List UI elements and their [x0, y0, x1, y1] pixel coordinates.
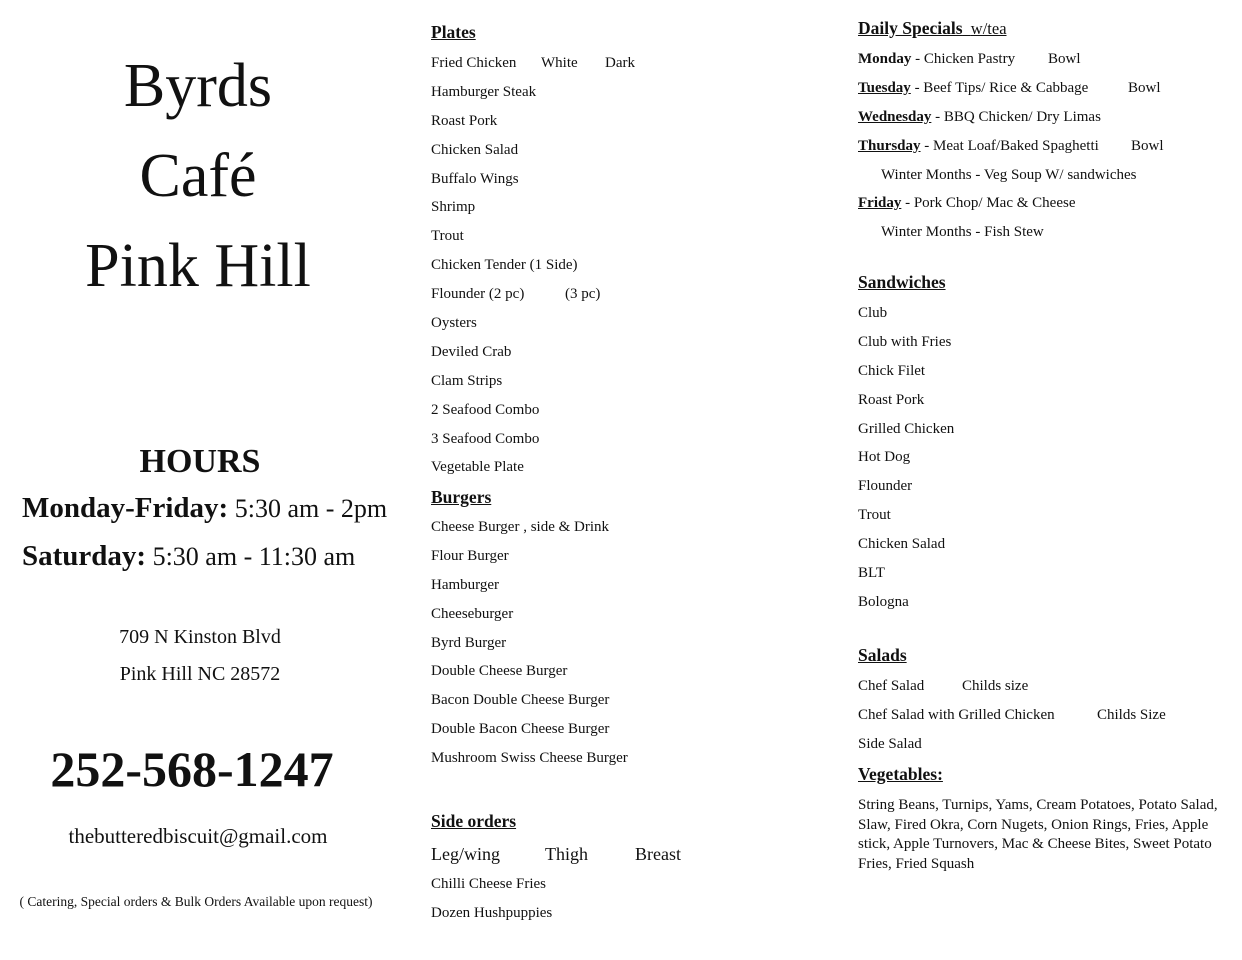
friday-winter-note: Winter Months - Fish Stew — [881, 224, 1044, 241]
salads-heading: Salads — [858, 645, 907, 665]
special-dish-label: - Beef Tips/ Rice & Cabbage — [910, 79, 1089, 96]
daily-specials-heading — [858, 18, 1007, 39]
hours-weekday-label: Monday-Friday: — [22, 492, 229, 524]
hours-weekday — [22, 492, 387, 525]
list-item: Flour Burger — [431, 547, 509, 564]
list-item: Roast Pork — [858, 391, 925, 408]
list-item: Club — [858, 305, 888, 321]
chicken-pieces-row — [431, 840, 831, 869]
list-item — [431, 222, 831, 251]
plate-item-label: Oysters — [431, 315, 477, 332]
hours-saturday-time: 5:30 am - 11:30 am — [152, 542, 356, 571]
list-item — [431, 367, 831, 396]
special-day-label: Monday — [858, 51, 912, 67]
plate-item-label: Vegetable Plate — [431, 459, 524, 476]
list-item: Club with Fries — [858, 333, 952, 350]
burgers-heading: Burgers — [431, 487, 492, 507]
hours-heading: HOURS — [139, 443, 261, 480]
plate-item-label: Deviled Crab — [431, 343, 512, 360]
list-item: Hamburger — [431, 576, 500, 593]
list-item: Grilled Chicken — [858, 420, 955, 437]
special-day-dish — [858, 132, 1099, 161]
breast-label: Breast — [635, 844, 681, 864]
hours-weekday-time: 5:30 am - 2pm — [234, 494, 388, 523]
catering-note: ( Catering, Special orders & Bulk Orders Available upon request) — [19, 894, 373, 909]
list-item: Double Cheese Burger — [431, 663, 568, 680]
special-day-label: Friday — [858, 195, 902, 212]
hours-saturday-label: Saturday: — [22, 540, 147, 572]
special-row — [858, 189, 1238, 218]
list-item: Chilli Cheese Fries — [431, 876, 546, 892]
list-item: Byrd Burger — [431, 634, 507, 651]
plates-heading: Plates — [431, 22, 476, 42]
burgers-list — [431, 513, 831, 773]
plate-item-label: Flounder (2 pc) — [431, 286, 525, 303]
daily-specials-title: Daily Specials — [858, 18, 963, 38]
list-item: Trout — [858, 507, 891, 524]
list-item: Chick Filet — [858, 362, 926, 379]
list-item: Bologna — [858, 593, 909, 610]
list-item — [431, 78, 831, 107]
chef-salad-grilled-label: Chef Salad with Grilled Chicken — [858, 707, 1055, 723]
plate-item-label: Roast Pork — [431, 112, 498, 129]
special-day-dish — [858, 45, 1015, 74]
address-line-2: Pink Hill NC 28572 — [119, 663, 281, 685]
chef-salad-label: Chef Salad — [858, 678, 925, 694]
list-item — [431, 453, 831, 482]
flounder-3pc: (3 pc) — [565, 286, 601, 303]
special-day-label: Tuesday — [858, 79, 911, 96]
special-row — [858, 45, 1238, 74]
chef-salad-childs: Childs size — [962, 678, 1029, 694]
list-item: BLT — [858, 565, 885, 582]
special-day-label: Thursday — [858, 137, 921, 154]
list-item — [431, 396, 831, 425]
plate-item-label: Clam Strips — [431, 372, 503, 389]
special-bowl-label: Bowl — [1131, 137, 1164, 154]
fried-chicken-white: White — [541, 55, 578, 71]
list-item — [431, 136, 831, 165]
list-item: Cheeseburger — [431, 605, 514, 622]
list-item: Mushroom Swiss Cheese Burger — [431, 750, 628, 767]
chef-salad-row — [858, 672, 1238, 701]
plate-item-label: Shrimp — [431, 199, 476, 216]
plate-item-label: 3 Seafood Combo — [431, 430, 540, 447]
address-line-1: 709 N Kinston Blvd — [119, 626, 281, 648]
special-row — [858, 132, 1238, 161]
daily-specials-list — [858, 45, 1238, 247]
phone-number: 252-568-1247 — [50, 741, 334, 797]
side-salad-row: Side Salad — [858, 736, 922, 752]
sandwiches-list — [858, 299, 1238, 617]
list-item: Chicken Salad — [858, 536, 946, 553]
plate-item-label: Trout — [431, 228, 464, 245]
list-item: Dozen Hushpuppies — [431, 905, 553, 921]
sandwiches-heading: Sandwiches — [858, 272, 946, 292]
list-item — [431, 107, 831, 136]
vegetables-heading: Vegetables: — [858, 764, 943, 784]
special-dish-label: - Pork Chop/ Mac & Cheese — [901, 195, 1076, 212]
plate-item-label: Chicken Tender (1 Side) — [431, 257, 578, 274]
plate-item-label: Fried Chicken — [431, 55, 517, 71]
chef-salad-grilled-row — [858, 701, 1238, 730]
thursday-winter-note: Winter Months - Veg Soup W/ sandwiches — [881, 166, 1137, 183]
list-item — [431, 338, 831, 367]
thigh-label: Thigh — [545, 844, 588, 864]
plate-item-label: Buffalo Wings — [431, 170, 519, 187]
special-day-dish — [858, 103, 1101, 132]
vegetables-text: String Beans, Turnips, Yams, Cream Potatoes, Potato Salad, Slaw, Fired Okra, Corn Nugets, Onion Rings, Fries, Apple stick, Apple Turnovers, Mac & Cheese Bites, Sweet Potato Fries, Fried Squash — [858, 797, 1218, 872]
special-day-label: Wednesday — [858, 108, 932, 125]
special-day-dish — [858, 189, 1075, 218]
list-item — [431, 251, 831, 280]
list-item: Bacon Double Cheese Burger — [431, 692, 610, 709]
fried-chicken-dark: Dark — [605, 55, 635, 71]
special-bowl-label: Bowl — [1048, 51, 1081, 67]
special-row — [858, 103, 1238, 132]
list-item — [431, 165, 831, 194]
special-dish-label: - Chicken Pastry — [911, 51, 1016, 67]
cafe-name-line-2: Café — [139, 142, 257, 210]
special-dish-label: - BBQ Chicken/ Dry Limas — [931, 108, 1101, 125]
list-item: Cheese Burger , side & Drink — [431, 519, 610, 535]
special-bowl-label: Bowl — [1128, 79, 1161, 96]
special-dish-label: - Meat Loaf/Baked Spaghetti — [920, 137, 1099, 154]
list-item — [431, 193, 831, 222]
special-row — [858, 74, 1238, 103]
chef-salad-grilled-childs: Childs Size — [1097, 707, 1166, 723]
plate-item-label: 2 Seafood Combo — [431, 401, 540, 418]
list-item — [431, 49, 831, 78]
side-orders-heading: Side orders — [431, 811, 517, 831]
list-item: Flounder — [858, 478, 913, 495]
list-item — [431, 280, 831, 309]
special-day-dish — [858, 74, 1088, 103]
cafe-name-line-1: Byrds — [123, 52, 273, 120]
plate-item-label: Hamburger Steak — [431, 83, 537, 100]
list-item — [431, 425, 831, 454]
email-address: thebutteredbiscuit@gmail.com — [68, 824, 328, 848]
hours-saturday — [22, 540, 355, 573]
plates-list — [431, 49, 831, 482]
plate-item-label: Chicken Salad — [431, 141, 519, 158]
daily-specials-suffix: w/tea — [970, 19, 1007, 38]
legwing-label: Leg/wing — [431, 844, 500, 864]
cafe-name-line-3: Pink Hill — [85, 232, 311, 300]
list-item: Double Bacon Cheese Burger — [431, 721, 610, 738]
list-item: Hot Dog — [858, 449, 911, 466]
list-item — [431, 309, 831, 338]
